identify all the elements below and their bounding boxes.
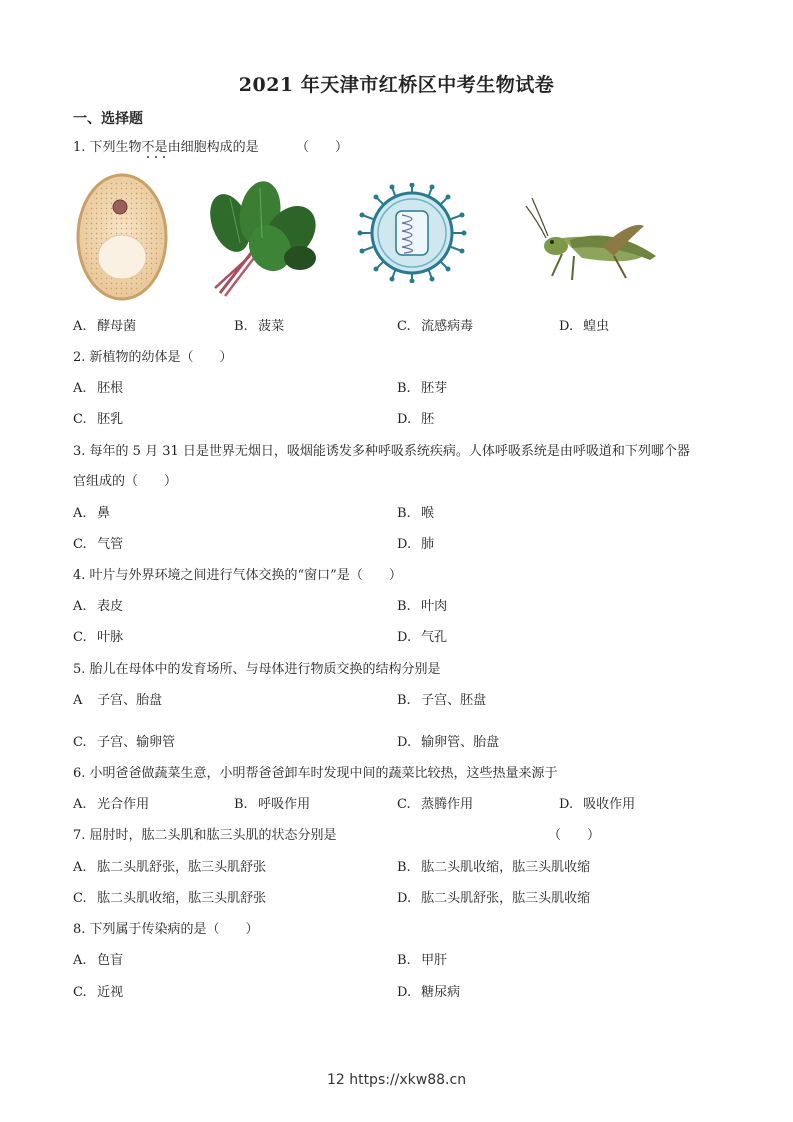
q8-option-a	[73, 952, 123, 970]
option-text: 子宫、胎盘	[97, 693, 163, 708]
q4-option-c	[73, 629, 123, 647]
question-6-stem: 6. 小明爸爸做蔬菜生意，小明帮爸爸卸车时发现中间的蔬菜比较热，这些热量来源于	[73, 766, 558, 781]
option-text: 菠菜	[258, 319, 285, 334]
q6-option-c	[397, 796, 473, 814]
question-5-stem: 5. 胎儿在母体中的发育场所、与母体进行物质交换的结构分别是	[73, 662, 441, 677]
option-text: 肺	[421, 537, 435, 552]
option-key: B.	[397, 381, 411, 396]
option-key: A.	[73, 319, 87, 334]
option-key: D.	[559, 319, 574, 334]
q7-option-c	[73, 890, 266, 908]
q3-option-d	[397, 536, 434, 554]
option-text: 子宫、输卵管	[97, 735, 176, 750]
option-key: C.	[73, 735, 87, 750]
option-key: A.	[73, 506, 87, 521]
q8-option-d	[397, 984, 460, 1002]
option-key: C.	[73, 985, 87, 1000]
q4-option-b	[397, 598, 447, 616]
option-key: A.	[73, 797, 87, 812]
page-footer: 12 https://xkw88.cn	[326, 1072, 467, 1088]
option-key: B.	[397, 860, 411, 875]
question-4-stem: 4. 叶片与外界环境之间进行气体交换的“窗口”是（ ）	[73, 568, 402, 583]
option-text: 叶肉	[421, 599, 448, 614]
q6-option-b	[234, 796, 310, 814]
q7-option-b	[397, 859, 590, 877]
option-text: 近视	[97, 985, 124, 1000]
q6-option-a	[73, 796, 149, 814]
q5-option-b	[397, 692, 486, 710]
question-3-stem-line1: 3. 每年的 5 月 31 日是世界无烟日，吸烟能诱发多种呼吸系统疾病。人体呼吸系统是由呼吸道和下列哪个器	[73, 444, 690, 459]
grasshopper-photo	[522, 196, 660, 284]
option-text: 气孔	[421, 630, 448, 645]
option-text: 蒸腾作用	[421, 797, 474, 812]
question-8-stem: 8. 下列属于传染病的是（ ）	[73, 922, 259, 937]
option-key: B.	[397, 953, 411, 968]
option-text: 光合作用	[97, 797, 150, 812]
option-text: 呼吸作用	[258, 797, 311, 812]
q1-option-a	[73, 318, 136, 336]
option-text: 蝗虫	[583, 319, 610, 334]
q2-option-a	[73, 380, 123, 398]
q1-option-c	[397, 318, 473, 336]
option-key: A.	[73, 860, 87, 875]
q4-option-a	[73, 598, 123, 616]
option-text: 肱二头肌收缩，肱三头肌舒张	[97, 891, 267, 906]
option-key: B.	[397, 599, 411, 614]
option-text: 表皮	[97, 599, 124, 614]
option-key: D.	[397, 537, 412, 552]
option-key: D.	[559, 797, 574, 812]
option-key: A.	[73, 381, 87, 396]
question-3-stem-line2: 官组成的（ ）	[73, 474, 178, 489]
option-text: 肱二头肌舒张，肱三头肌收缩	[421, 891, 591, 906]
q7-option-a	[73, 859, 266, 877]
influenza-virus-illustration	[352, 183, 472, 283]
q2-option-c	[73, 411, 123, 429]
q4-option-d	[397, 629, 447, 647]
q3-option-c	[73, 536, 123, 554]
q2-option-d	[397, 411, 434, 429]
option-text: 肱二头肌舒张，肱三头肌舒张	[97, 860, 267, 875]
section-heading: 一、选择题	[73, 111, 143, 127]
option-key: B.	[234, 319, 248, 334]
option-text: 叶脉	[97, 630, 124, 645]
option-text: 胚	[421, 412, 435, 427]
option-key: D.	[397, 630, 412, 645]
q2-option-b	[397, 380, 447, 398]
option-text: 流感病毒	[421, 319, 474, 334]
option-text: 鼻	[97, 506, 111, 521]
option-text: 气管	[97, 537, 124, 552]
option-key: B.	[234, 797, 248, 812]
option-key: A.	[73, 599, 87, 614]
q3-option-a	[73, 505, 110, 523]
q3-option-b	[397, 505, 434, 523]
question-1-paren: （ ）	[296, 140, 349, 155]
q1-option-d	[559, 318, 609, 336]
option-text: 胚芽	[421, 381, 448, 396]
q8-option-c	[73, 984, 123, 1002]
option-text: 胚乳	[97, 412, 124, 427]
option-key: A	[73, 693, 83, 708]
question-7-stem: 7. 屈肘时，肱二头肌和肱三头肌的状态分别是	[73, 828, 337, 843]
option-key: D.	[397, 412, 412, 427]
option-key: D.	[397, 985, 412, 1000]
emphasis-dots: 不是	[141, 140, 168, 155]
option-key: D.	[397, 891, 412, 906]
option-key: B.	[397, 506, 411, 521]
q5-option-d	[397, 734, 499, 752]
option-text: 喉	[421, 506, 435, 521]
option-key: C.	[73, 630, 87, 645]
option-key: C.	[73, 537, 87, 552]
option-text: 子宫、胚盘	[421, 693, 487, 708]
option-key: C.	[73, 891, 87, 906]
yeast-cell-illustration	[75, 172, 169, 302]
option-key: C.	[73, 412, 87, 427]
q6-option-d	[559, 796, 635, 814]
option-text: 甲肝	[421, 953, 448, 968]
option-key: B.	[397, 693, 411, 708]
question-1-stem-b: 由细胞构成的是	[167, 140, 259, 155]
option-text: 糖尿病	[421, 985, 461, 1000]
q7-option-d	[397, 890, 590, 908]
option-key: C.	[397, 319, 411, 334]
q8-option-b	[397, 952, 447, 970]
spinach-photo	[200, 178, 320, 300]
option-text: 酵母菌	[97, 319, 137, 334]
option-key: D.	[397, 735, 412, 750]
option-key: C.	[397, 797, 411, 812]
q1-option-b	[234, 318, 284, 336]
option-key: A.	[73, 953, 87, 968]
option-text: 输卵管、胎盘	[421, 735, 500, 750]
page-title: 2021 年天津市红桥区中考生物试卷	[238, 74, 555, 96]
question-7-paren: （ ）	[548, 828, 601, 843]
question-2-stem: 2. 新植物的幼体是（ ）	[73, 350, 233, 365]
q5-option-c	[73, 734, 175, 752]
option-text: 吸收作用	[583, 797, 636, 812]
question-1-stem-a: 1. 下列生物	[73, 140, 142, 155]
option-text: 色盲	[97, 953, 124, 968]
q5-option-a	[73, 692, 162, 710]
question-1-stem	[73, 139, 259, 157]
option-text: 胚根	[97, 381, 124, 396]
option-text: 肱二头肌收缩，肱三头肌收缩	[421, 860, 591, 875]
